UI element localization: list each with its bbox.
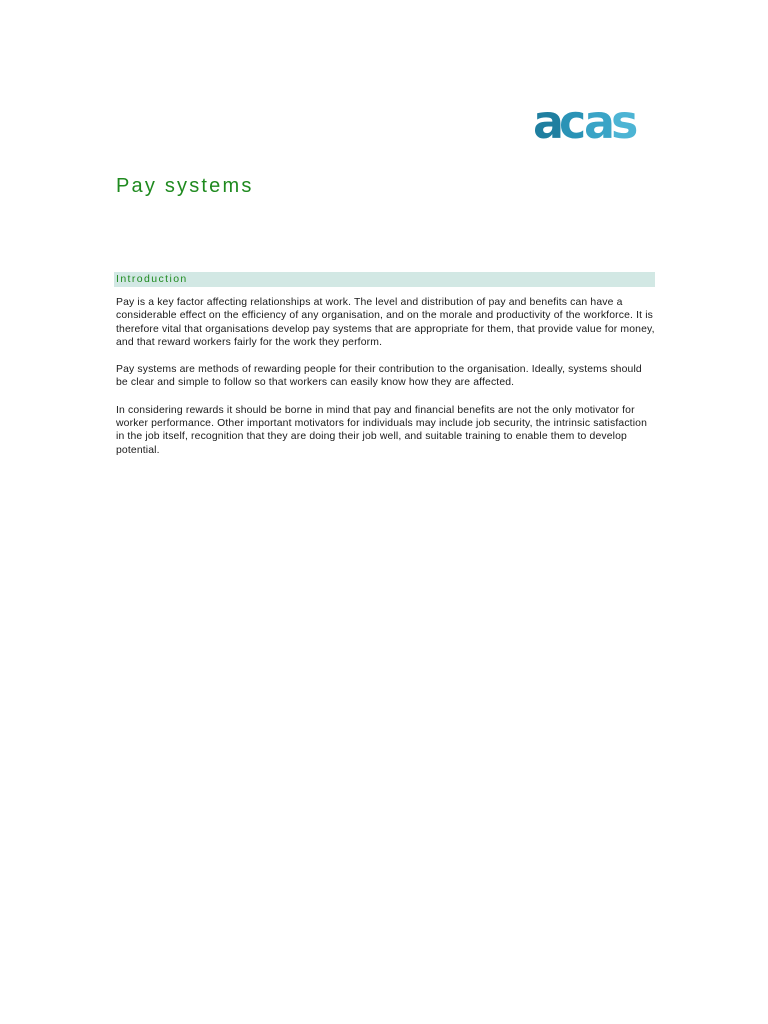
paragraph: In considering rewards it should be borne in mind that pay and financial benefits are not the only motivator for worker performance. Other important motivators for individuals may include job security, the intrinsic satisfaction in the job itself, recognition that they are doing their job well, and suitable training to enable them to develop potential. (116, 404, 648, 456)
section-header-bar (114, 272, 655, 287)
svg-text:s: s (611, 100, 635, 144)
acas-logo (533, 100, 647, 144)
svg-text:c: c (559, 100, 583, 144)
paragraph: Pay systems are methods of rewarding people for their contribution to the organisation. Ideally, systems should be clear and simple to follow so that workers can easily know how they are affected. (116, 364, 642, 389)
svg-text:a: a (533, 100, 561, 144)
page-title: Pay systems (116, 175, 254, 197)
section-heading: Introduction (116, 273, 188, 285)
svg-text:a: a (584, 100, 612, 144)
paragraph: Pay is a key factor affecting relationships at work. The level and distribution of pay and benefits can have a considerable effect on the efficiency of any organisation, and on the morale and productivity of the workforce. It is therefore vital that organisations develop pay systems that are appropriate for them, that provide value for money, and that reward workers fairly for the work they perform. (116, 297, 655, 348)
body-text (116, 296, 656, 471)
